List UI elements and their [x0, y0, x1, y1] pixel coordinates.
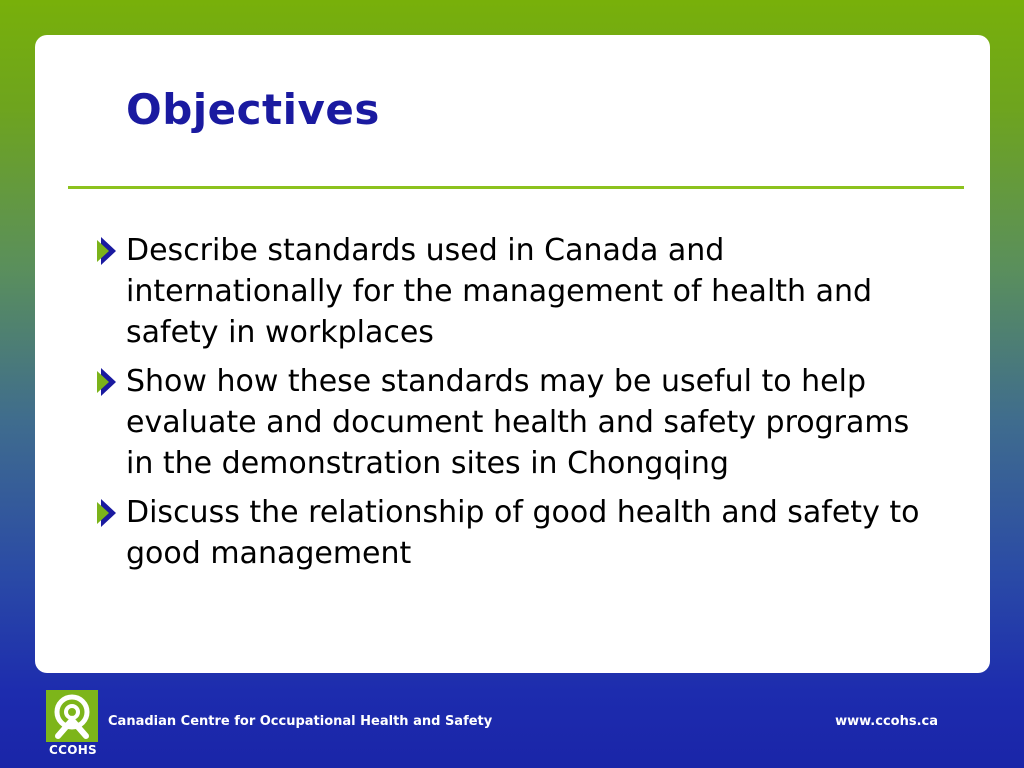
objective-item	[97, 492, 937, 574]
objective-item	[97, 230, 937, 353]
triangle-arrow-icon	[101, 368, 116, 396]
slide-content-panel	[35, 35, 990, 673]
slide-title: Objectives	[126, 85, 380, 134]
objectives-list	[97, 230, 937, 582]
objective-item	[97, 361, 937, 484]
title-divider	[68, 186, 964, 189]
footer-organization-name: Canadian Centre for Occupational Health and Safety	[108, 714, 493, 729]
triangle-arrow-icon	[101, 237, 116, 265]
objective-text: Discuss the relationship of good health and safety to good management	[126, 495, 920, 571]
footer-website-link[interactable]: www.ccohs.ca	[835, 714, 938, 729]
ccohs-logo-icon	[46, 690, 98, 742]
objective-text: Describe standards used in Canada and internationally for the management of health and safety in workplaces	[126, 233, 873, 350]
triangle-arrow-icon	[101, 499, 116, 527]
objective-text: Show how these standards may be useful to help evaluate and document health and safety programs in the demonstration sites in Chongqing	[126, 364, 910, 481]
logo-wordmark: CCOHS	[49, 743, 97, 757]
